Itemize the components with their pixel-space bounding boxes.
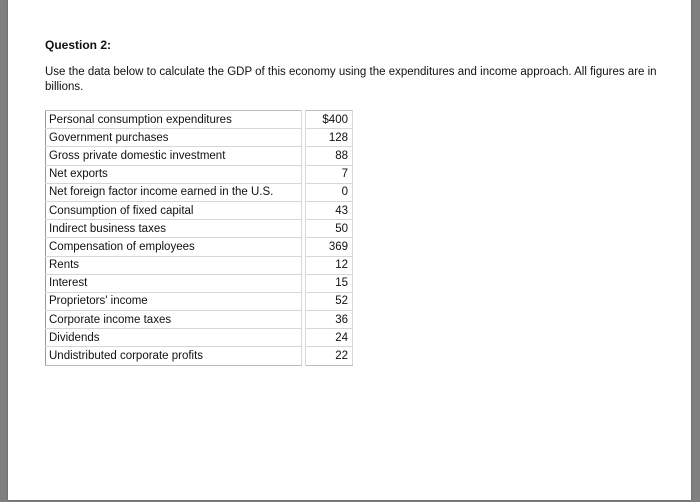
question-title: Question 2: [45, 38, 112, 52]
row-label: Net exports [46, 165, 302, 183]
row-label: Interest [46, 274, 302, 292]
row-label: Corporate income taxes [46, 311, 302, 329]
table-row [46, 220, 353, 238]
row-label: Indirect business taxes [46, 220, 302, 238]
row-label: Dividends [46, 329, 302, 347]
row-value: 128 [306, 129, 353, 147]
row-label: Personal consumption expenditures [46, 111, 302, 129]
table-row [46, 111, 353, 129]
row-label: Proprietors' income [46, 292, 302, 310]
table-row [46, 256, 353, 274]
row-value: 52 [306, 292, 353, 310]
row-label: Compensation of employees [46, 238, 302, 256]
row-value: 43 [306, 201, 353, 219]
table-row [46, 311, 353, 329]
row-value: 369 [306, 238, 353, 256]
row-value: 88 [306, 147, 353, 165]
row-label: Gross private domestic investment [46, 147, 302, 165]
table-row [46, 292, 353, 310]
table-row [46, 129, 353, 147]
table-row [46, 201, 353, 219]
row-value: 15 [306, 274, 353, 292]
row-value: 36 [306, 311, 353, 329]
row-value: 50 [306, 220, 353, 238]
question-instructions: Use the data below to calculate the GDP of this economy using the expenditures and income approach. All figures are in billions. [45, 66, 657, 93]
table-row [46, 165, 353, 183]
row-label: Rents [46, 256, 302, 274]
document-page [8, 0, 691, 500]
table-row [46, 147, 353, 165]
row-value: $400 [306, 111, 353, 129]
row-value: 12 [306, 256, 353, 274]
table-row [46, 183, 353, 201]
row-value: 0 [306, 183, 353, 201]
row-label: Net foreign factor income earned in the U.S. [46, 183, 302, 201]
table-row [46, 329, 353, 347]
row-label: Undistributed corporate profits [46, 347, 302, 365]
row-value: 24 [306, 329, 353, 347]
table-row [46, 347, 353, 365]
data-table-body [46, 111, 353, 366]
table-row [46, 238, 353, 256]
row-value: 22 [306, 347, 353, 365]
table-row [46, 274, 353, 292]
row-label: Consumption of fixed capital [46, 201, 302, 219]
row-value: 7 [306, 165, 353, 183]
data-table [45, 110, 353, 366]
row-label: Government purchases [46, 129, 302, 147]
